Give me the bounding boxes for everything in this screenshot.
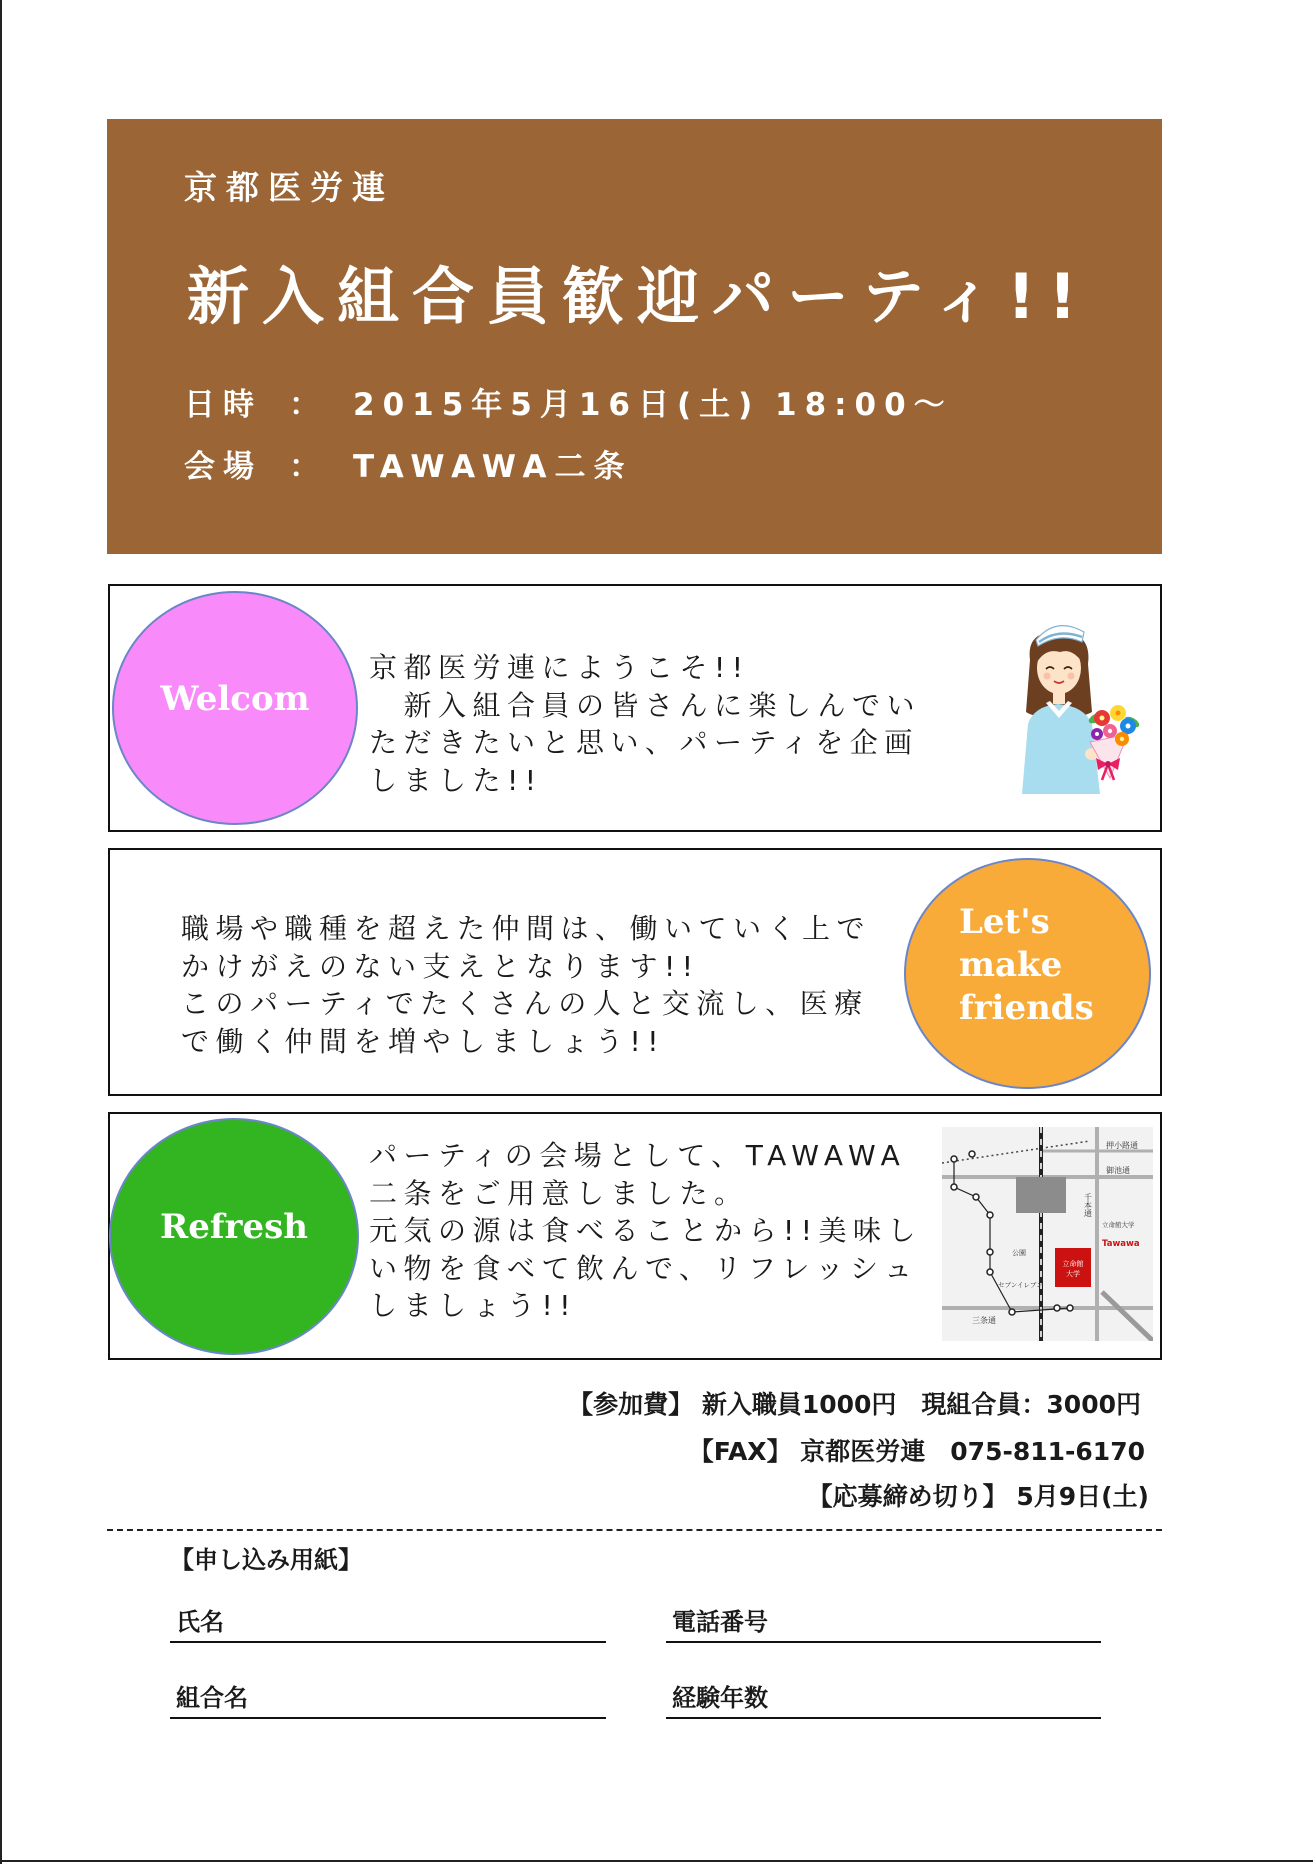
map-label-sanjo: 三条通: [972, 1316, 996, 1325]
map-label-campus: 立命館大学: [1102, 1221, 1135, 1229]
friends-badge-line: friends: [959, 988, 1094, 1028]
time-value: 18:00～: [775, 387, 953, 423]
venue-label: 会場: [184, 449, 262, 485]
friends-line: で働く仲間を増やしましょう!!: [181, 1024, 665, 1058]
friends-badge-line: Let's: [959, 902, 1050, 942]
union-label: 組合名: [176, 1684, 248, 1712]
friends-badge-line: make: [959, 945, 1063, 985]
refresh-badge: [109, 1118, 359, 1355]
refresh-line: しましょう!!: [369, 1289, 577, 1322]
deadline-info: 【応募締め切り】 5月9日(土): [807, 1482, 1149, 1511]
fee-info: 【参加費】 新入職員1000円 現組合員：3000円: [568, 1390, 1141, 1419]
welcome-line: 新入組合員の皆さんに楽しんでい: [369, 688, 922, 722]
name-label: 氏名: [176, 1608, 224, 1636]
header-banner: [107, 119, 1162, 554]
experience-field: [666, 1680, 1101, 1719]
date-colon: ：: [289, 387, 328, 423]
friends-line: 職場や職種を超えた仲間は、働いていく上で: [181, 912, 872, 945]
page-border-left: [0, 0, 2, 1864]
venue-value: TAWAWA二条: [353, 449, 633, 485]
map-label-park: 公園: [1012, 1249, 1026, 1257]
refresh-line: い物を食べて飲んで、リフレッシュ: [369, 1251, 919, 1285]
map-label-senbon: 千本通: [1083, 1193, 1093, 1217]
refresh-line: 二条をご用意しました。: [369, 1176, 749, 1210]
refresh-message: [369, 1137, 922, 1325]
welcome-line: しました!!: [369, 763, 543, 797]
nurse-with-bouquet-icon: [1008, 618, 1140, 794]
welcome-badge: [112, 591, 358, 825]
organization-name: 京都医労連: [184, 168, 394, 207]
welcome-line: ただきたいと思い、パーティを企画: [369, 726, 919, 759]
date-label: 日時: [184, 387, 262, 423]
map-label-oshikoji: 押小路通: [1106, 1141, 1138, 1150]
friends-badge: [904, 858, 1151, 1089]
event-title: 新入組合員歓迎パーティ!!: [187, 260, 1090, 333]
map-campus-box-line1: 立命館: [1062, 1260, 1084, 1268]
form-heading: 【申し込み用紙】: [170, 1546, 362, 1574]
phone-label: 電話番号: [672, 1608, 768, 1636]
cut-line: [107, 1529, 1162, 1531]
friends-message: [181, 910, 871, 1060]
name-field: [170, 1604, 606, 1643]
venue-map: [942, 1127, 1153, 1341]
phone-field: [666, 1604, 1101, 1643]
friends-line: このパーティでたくさんの人と交流し、医療: [181, 987, 869, 1020]
page-border-bottom: [0, 1860, 1313, 1862]
map-label-oike: 御池通: [1106, 1166, 1130, 1175]
refresh-line: 元気の源は食べることから!!美味し: [369, 1214, 922, 1247]
venue-colon: ：: [289, 449, 328, 485]
welcome-badge-text: Welcom: [160, 679, 310, 719]
refresh-badge-text: Refresh: [160, 1206, 308, 1247]
union-field: [170, 1680, 606, 1719]
welcome-message: [369, 649, 921, 799]
fax-info: 【FAX】 京都医労連 075-811-6170: [688, 1437, 1145, 1466]
friends-badge-text: [959, 901, 1094, 1030]
refresh-line: パーティの会場として、TAWAWA: [369, 1139, 907, 1172]
date-value: 2015年5月16日(土): [353, 387, 761, 423]
friends-line: かけがえのない支えとなります!!: [181, 949, 700, 983]
map-campus-box-line2: 大学: [1066, 1270, 1080, 1278]
experience-label: 経験年数: [672, 1684, 768, 1712]
map-label-seven-eleven: セブンイレブン: [998, 1281, 1043, 1289]
map-label-venue: Tawawa: [1102, 1239, 1140, 1249]
welcome-line: 京都医労連にようこそ!!: [369, 651, 750, 684]
